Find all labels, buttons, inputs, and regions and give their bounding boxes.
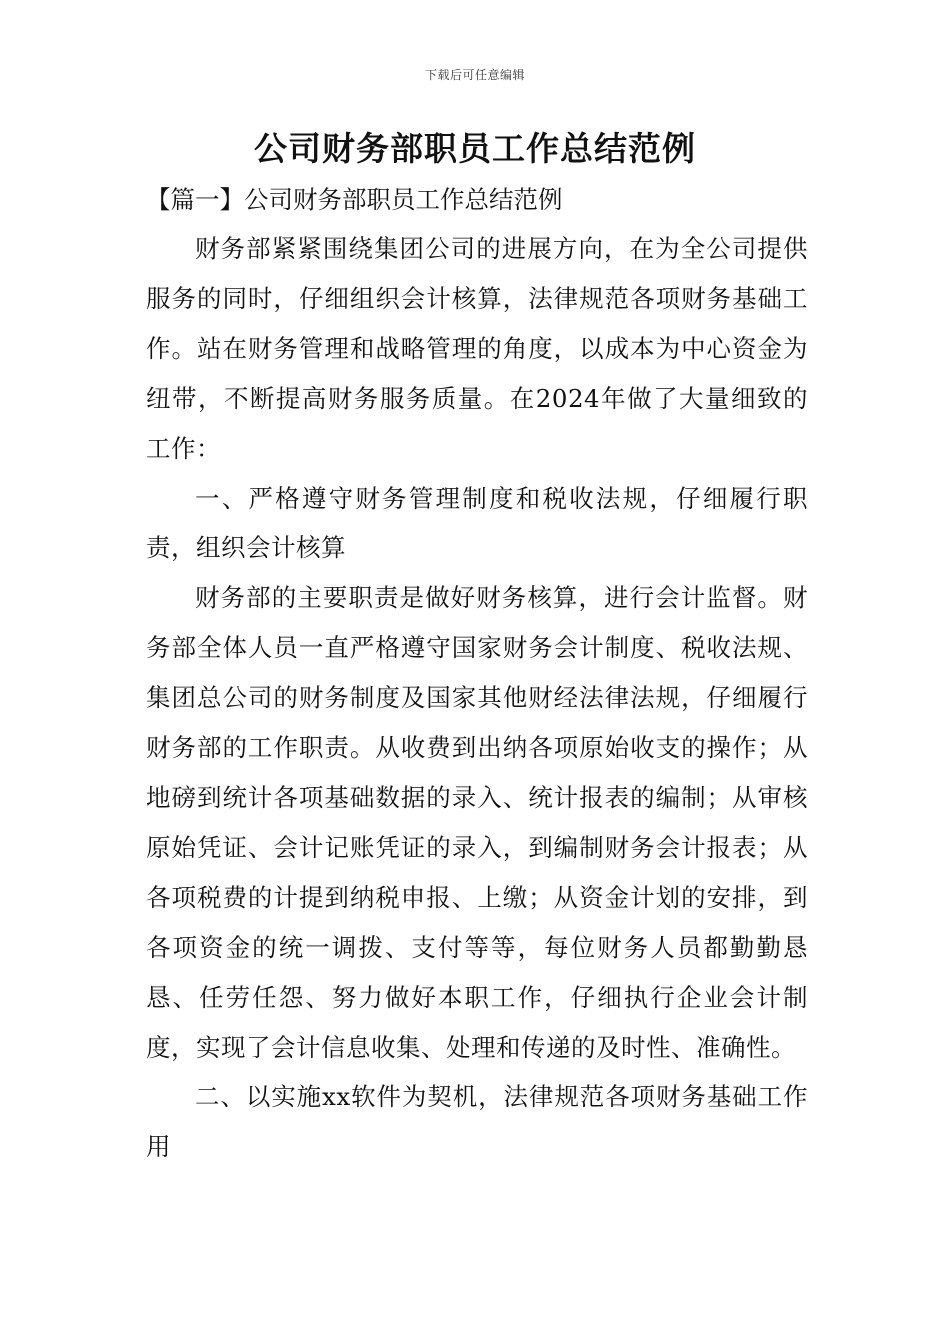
paragraph-duties: 财务部的主要职责是做好财务核算，进行会计监督。财务部全体人员一直严格遵守国家财务会计制度、税收法规、集团总公司的财务制度及国家其他财经法律法规，仔细履行财务部的工作职责。从收费到出纳各项原始收支的操作；从地磅到统计各项基础数据的录入、统计报表的编制；从审核原始凭证、会计记账凭证的录入，到编制财务会计报表；从各项税费的计提到纳税申报、上缴；从资金计划的安排，到各项资金的统一调拨、支付等等，每位财务人员都勤勤恳恳、任劳任怨、努力做好本职工作，仔细执行企业会计制度，实现了会计信息收集、处理和传递的及时性、准确性。 [146, 583, 808, 1062]
section-heading: 【篇一】公司财务部职员工作总结范例 [146, 185, 563, 214]
document-body [146, 224, 808, 1172]
paragraph-intro: 财务部紧紧围绕集团公司的进展方向，在为全公司提供服务的同时，仔细组织会计核算，法律规范各项财务基础工作。站在财务管理和战略管理的角度，以成本为中心资金为纽带，不断提高财务服务质量。在2024年做了大量细致的工作： [146, 234, 808, 463]
paragraph-heading-one: 一、严格遵守财务管理制度和税收法规，仔细履行职责，组织会计核算 [146, 483, 808, 563]
document-title: 公司财务部职员工作总结范例 [254, 129, 696, 168]
paragraph-heading-two: 二、以实施xx软件为契机，法律规范各项财务基础工作用 [146, 1082, 808, 1162]
download-note: 下载后可任意编辑 [424, 68, 525, 82]
